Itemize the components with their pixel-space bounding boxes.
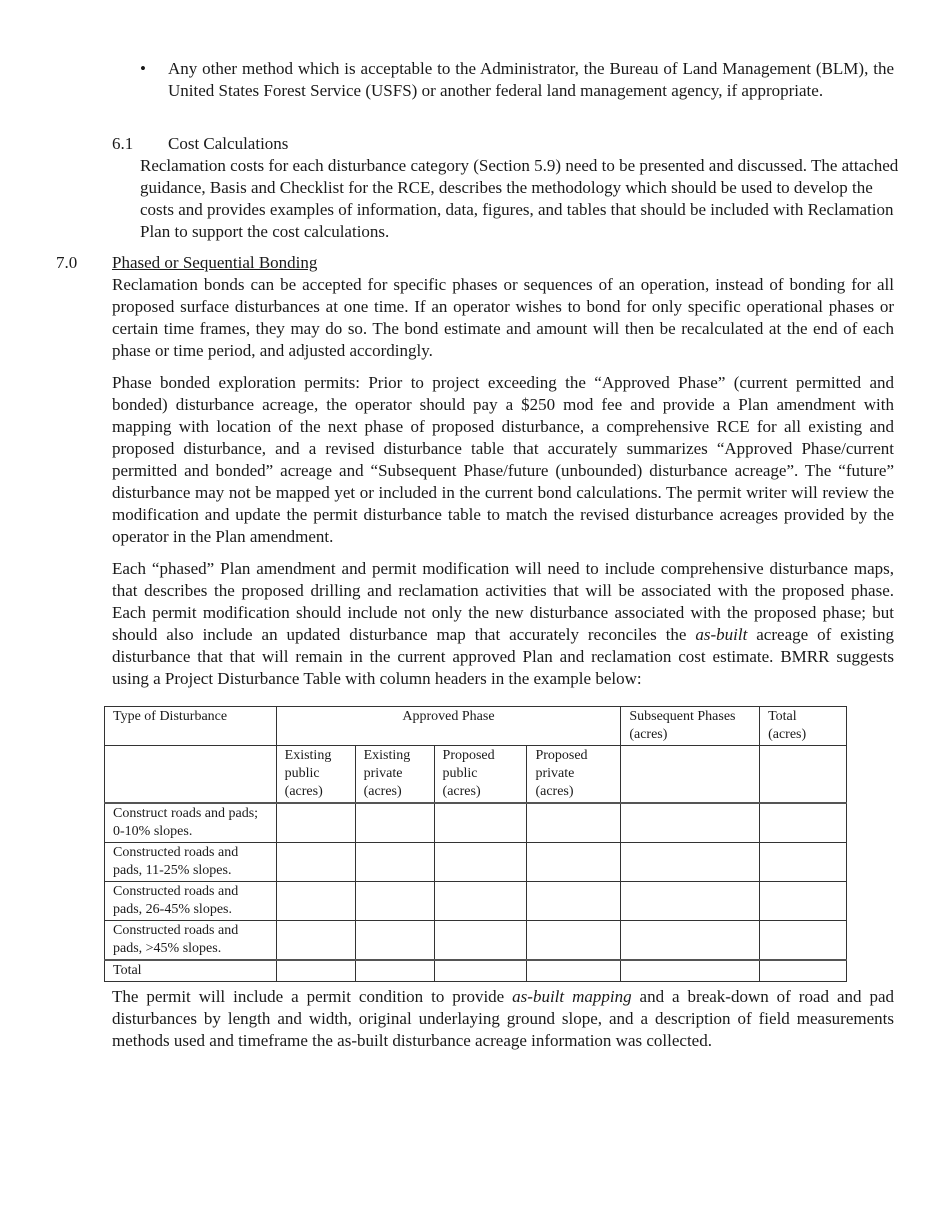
text-run: acreage of existing disturbance that that will remain in the current approved Plan and reclamation cost estimate. BMRR suggests using a Project Disturbance Table with column headers in the example below: (112, 625, 894, 688)
table-cell (527, 803, 621, 843)
header-existing-public: Existing public (acres) (276, 746, 355, 804)
table-cell (527, 921, 621, 961)
section-heading (112, 133, 902, 155)
paragraph: Reclamation bonds can be accepted for specific phases or sequences of an operation, instead of bonding for all proposed surface disturbances at one time. If an operator wishes to bond for only specific operational phases or certain time frames, they may do so. The bond estimate and amount will then be recalculated at the end of each phase or time period, and adjusted accordingly. (112, 275, 894, 360)
header-existing-private: Existing private (acres) (355, 746, 434, 804)
header-subsequent-phases: Subsequent Phases (acres) (621, 707, 760, 746)
header-proposed-private: Proposed private (acres) (527, 746, 621, 804)
header-total: Total (acres) (760, 707, 847, 746)
table-cell (276, 843, 355, 882)
text-run: and a break-down of road and pad disturbances by length and width, original underlaying ground slope, and a description of field measurements methods used and timeframe the as-built disturbance acreage information was collected. (112, 987, 894, 1050)
paragraph (112, 558, 894, 690)
italic-text: as-built (695, 625, 748, 644)
section-title: Phased or Sequential Bonding (112, 253, 318, 272)
section-title: Cost Calculations (168, 134, 289, 153)
table-cell (621, 882, 760, 921)
row-label: Construct roads and pads; 0-10% slopes. (105, 803, 277, 843)
table-cell (355, 882, 434, 921)
table-cell (760, 803, 847, 843)
bullet-item (140, 58, 894, 102)
empty-cell (621, 746, 760, 804)
table-row (105, 882, 847, 921)
table-cell (621, 960, 760, 982)
table-subheader-row (105, 746, 847, 804)
empty-cell (105, 746, 277, 804)
table-cell (276, 960, 355, 982)
table-cell (621, 803, 760, 843)
italic-text: as-built mapping (512, 987, 632, 1006)
table-cell (760, 843, 847, 882)
text-run: The permit will include a permit condition to provide (112, 987, 513, 1006)
table-cell (760, 960, 847, 982)
section-number: 7.0 (56, 253, 78, 272)
row-label: Total (105, 960, 277, 982)
bullet-text: Any other method which is acceptable to the Administrator, the Bureau of Land Management (BLM), the United States Forest Service (USFS) or another federal land management agency, if appropriate. (168, 59, 894, 100)
table-cell (276, 921, 355, 961)
table-cell (621, 921, 760, 961)
empty-cell (760, 746, 847, 804)
table-row (105, 921, 847, 961)
bullet-icon: • (140, 59, 146, 78)
table-cell (355, 921, 434, 961)
table-cell (621, 843, 760, 882)
table-row (105, 843, 847, 882)
table-cell (355, 960, 434, 982)
table-cell (434, 921, 527, 961)
table-cell (276, 803, 355, 843)
table-cell (434, 882, 527, 921)
table-total-row (105, 960, 847, 982)
table-cell (527, 882, 621, 921)
section-6-1 (112, 133, 902, 243)
header-type-of-disturbance: Type of Disturbance (105, 707, 277, 746)
section-number: 6.1 (112, 134, 134, 153)
project-disturbance-table (104, 706, 847, 982)
table-row (105, 803, 847, 843)
bullet-list (140, 58, 894, 102)
table-cell (760, 882, 847, 921)
closing-paragraph (112, 986, 894, 1052)
row-label: Constructed roads and pads, 11-25% slopes. (105, 843, 277, 882)
table-cell (760, 921, 847, 961)
section-heading (56, 252, 896, 274)
table-cell (527, 960, 621, 982)
table-header-row (105, 707, 847, 746)
table-cell (355, 803, 434, 843)
section-7-0 (56, 252, 896, 700)
table-cell (527, 843, 621, 882)
table-cell (276, 882, 355, 921)
section-body (112, 274, 894, 690)
row-label: Constructed roads and pads, >45% slopes. (105, 921, 277, 961)
table-cell (434, 843, 527, 882)
text-run: Each “phased” Plan amendment and permit modification will need to include comprehensive disturbance maps, that describes the proposed drilling and reclamation activities that will be associated with the proposed phase. Each permit modification should include not only the new disturbance associated with the proposed phase; but should also include an updated disturbance map that accurately reconciles the (112, 559, 894, 644)
row-label: Constructed roads and pads, 26-45% slopes. (105, 882, 277, 921)
header-approved-phase: Approved Phase (276, 707, 621, 746)
section-body: Reclamation costs for each disturbance category (Section 5.9) need to be presented and discussed. The attached guidance, Basis and Checklist for the RCE, describes the methodology which should be used to develop the costs and provides examples of information, data, figures, and tables that should be included with Reclamation Plan to support the cost calculations. (140, 156, 899, 241)
header-proposed-public: Proposed public (acres) (434, 746, 527, 804)
paragraph: Phase bonded exploration permits: Prior to project exceeding the “Approved Phase” (current permitted and bonded) disturbance acreage, the operator should pay a $250 mod fee and provide a Plan amendment with mapping with location of the next phase of proposed disturbance, a comprehensive RCE for all existing and proposed disturbance, and a revised disturbance table that accurately summarizes “Approved Phase/current permitted and bonded” acreage and “Subsequent Phase/future (unbounded) disturbance acreage”. The “future” disturbance may not be mapped yet or included in the current bond calculations. The permit writer will review the modification and update the permit disturbance table to match the revised disturbance acreages provided by the operator in the Plan amendment. (112, 373, 894, 546)
table-cell (434, 960, 527, 982)
table-cell (434, 803, 527, 843)
table-cell (355, 843, 434, 882)
